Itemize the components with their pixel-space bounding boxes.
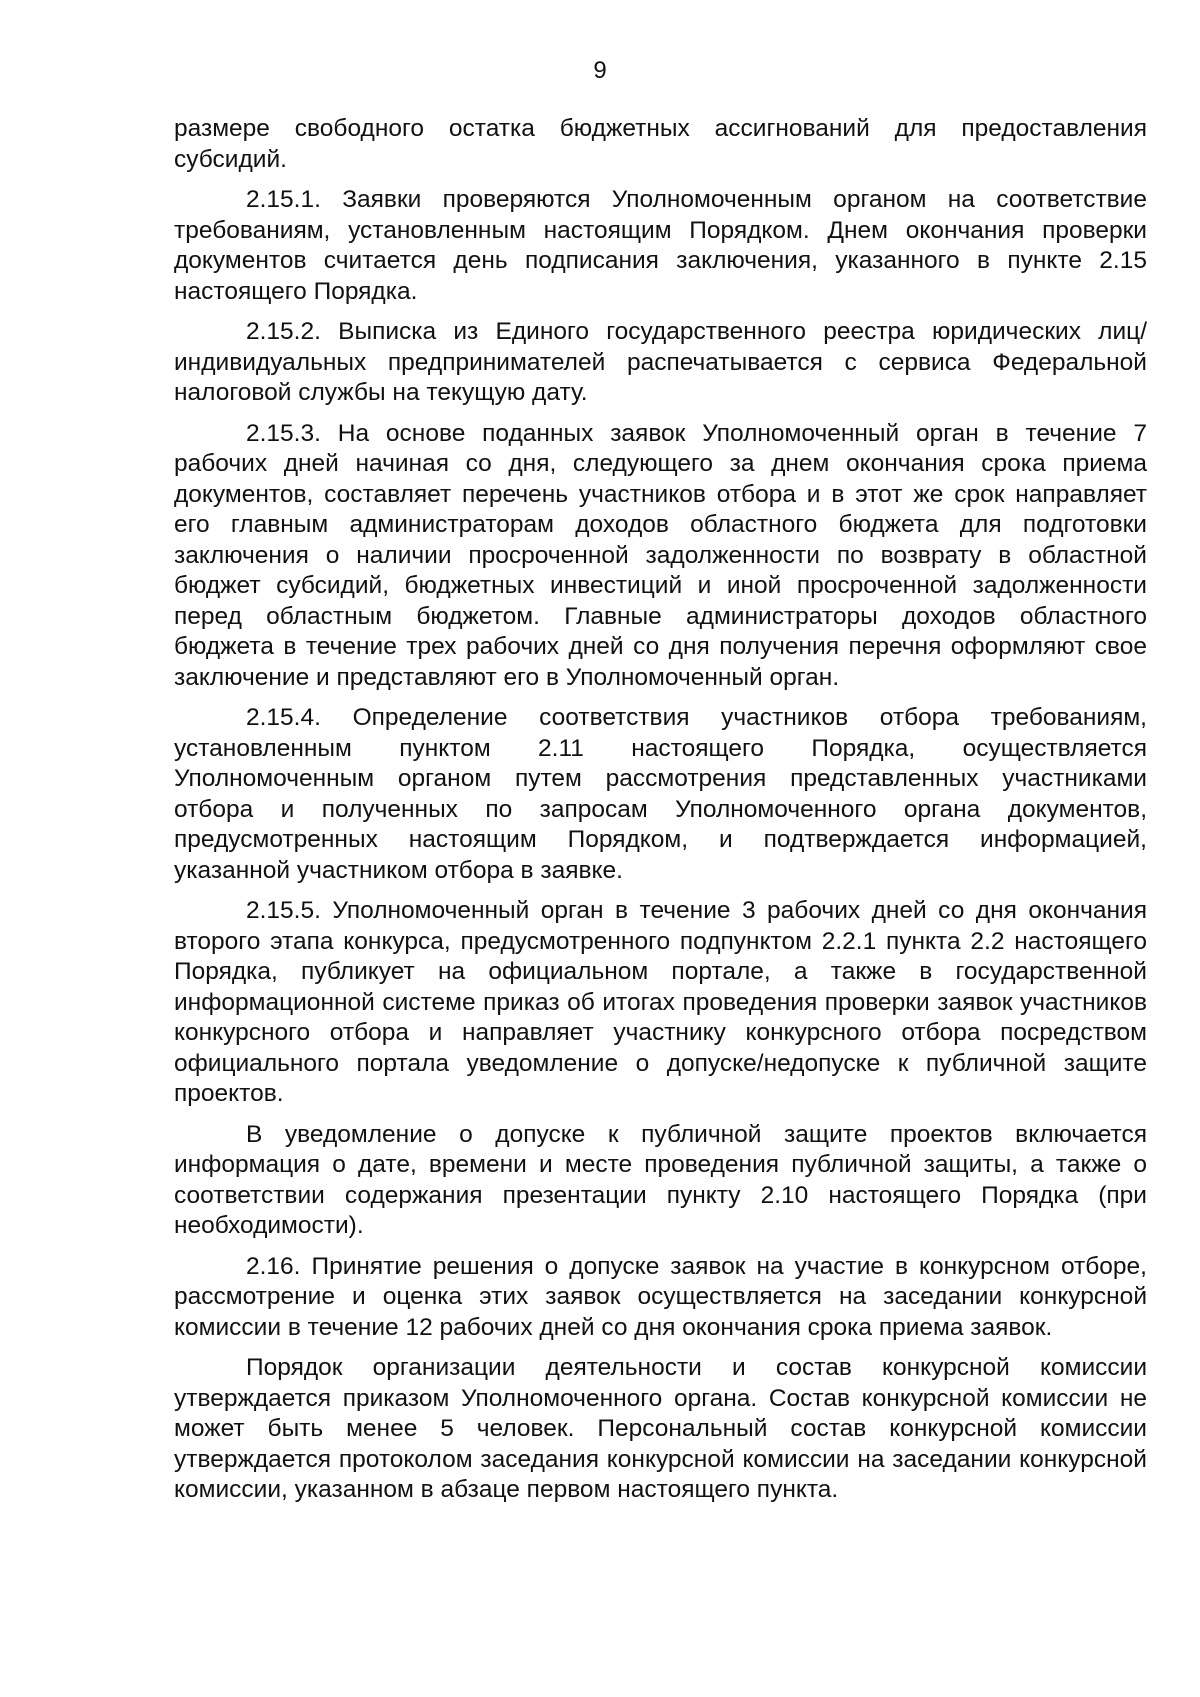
page-number: 9 [593,57,607,84]
paragraph-2-15-1: 2.15.1. Заявки проверяются Уполномоченным органом на соответствие требованиям, установленным настоящим Порядком. Днем окончания проверки документов считается день подписания заключения, указанного в пункте 2.15 настоящего Порядка. [174,186,1147,305]
paragraph-2-16: 2.16. Принятие решения о допуске заявок на участие в конкурсном отборе, рассмотрение и оценка этих заявок осуществляется на заседании конкурсной комиссии в течение 12 рабочих дней со дня окончания срока приема заявок. [174,1252,1147,1341]
paragraph-2-15-2: 2.15.2. Выписка из Единого государственного реестра юридических лиц/индивидуальных предпринимателей распечатывается с сервиса Федеральной налоговой службы на текущую дату. [174,318,1147,406]
paragraph-2-15-4: 2.15.4. Определение соответствия участников отбора требованиям, установленным пунктом 2.11 настоящего Порядка, осуществляется Уполномоченным органом путем рассмотрения представленных участниками отбора и полученных по запросам Уполномоченного органа документов, предусмотренных настоящим Порядком, и подтверждается информацией, указанной участником отбора в заявке. [174,704,1147,884]
document-body [174,114,1147,1516]
paragraph-2-15-5: 2.15.5. Уполномоченный орган в течение 3 рабочих дней со дня окончания второго этапа конкурса, предусмотренного подпунктом 2.2.1 пункта 2.2 настоящего Порядка, публикует на официальном портале, а также в государственной информационной системе приказ об итогах проведения проверки заявок участников конкурсного отбора и направляет участнику конкурсного отбора посредством официального портала уведомление о допуске/недопуске к публичной защите проектов. [174,897,1147,1107]
paragraph-2-15-3: 2.15.3. На основе поданных заявок Уполномоченный орган в течение 7 рабочих дней начиная со дня, следующего за днем окончания срока приема документов, составляет перечень участников отбора и в этот же срок направляет его главным администраторам доходов областного бюджета для подготовки заключения о наличии просроченной задолженности по возврату в областной бюджет субсидий, бюджетных инвестиций и иной просроченной задолженности перед областным бюджетом. Главные администраторы доходов областного бюджета в течение трех рабочих дней со дня получения перечня оформляют свое заключение и представляют его в Уполномоченный орган. [174,419,1147,691]
paragraph-continuation: размере свободного остатка бюджетных ассигнований для предоставления субсидий. [174,115,1147,173]
paragraph-commission: Порядок организации деятельности и состав конкурсной комиссии утверждается приказом Уполномоченного органа. Состав конкурсной комиссии не может быть менее 5 человек. Персональный состав конкурсной комиссии утверждается протоколом заседания конкурсной комиссии на заседании конкурсной комиссии, указанном в абзаце первом настоящего пункта. [174,1354,1147,1503]
paragraph-notification: В уведомление о допуске к публичной защите проектов включается информация о дате, времени и месте проведения публичной защиты, а также о соответствии содержания презентации пункту 2.10 настоящего Порядка (при необходимости). [174,1120,1147,1239]
